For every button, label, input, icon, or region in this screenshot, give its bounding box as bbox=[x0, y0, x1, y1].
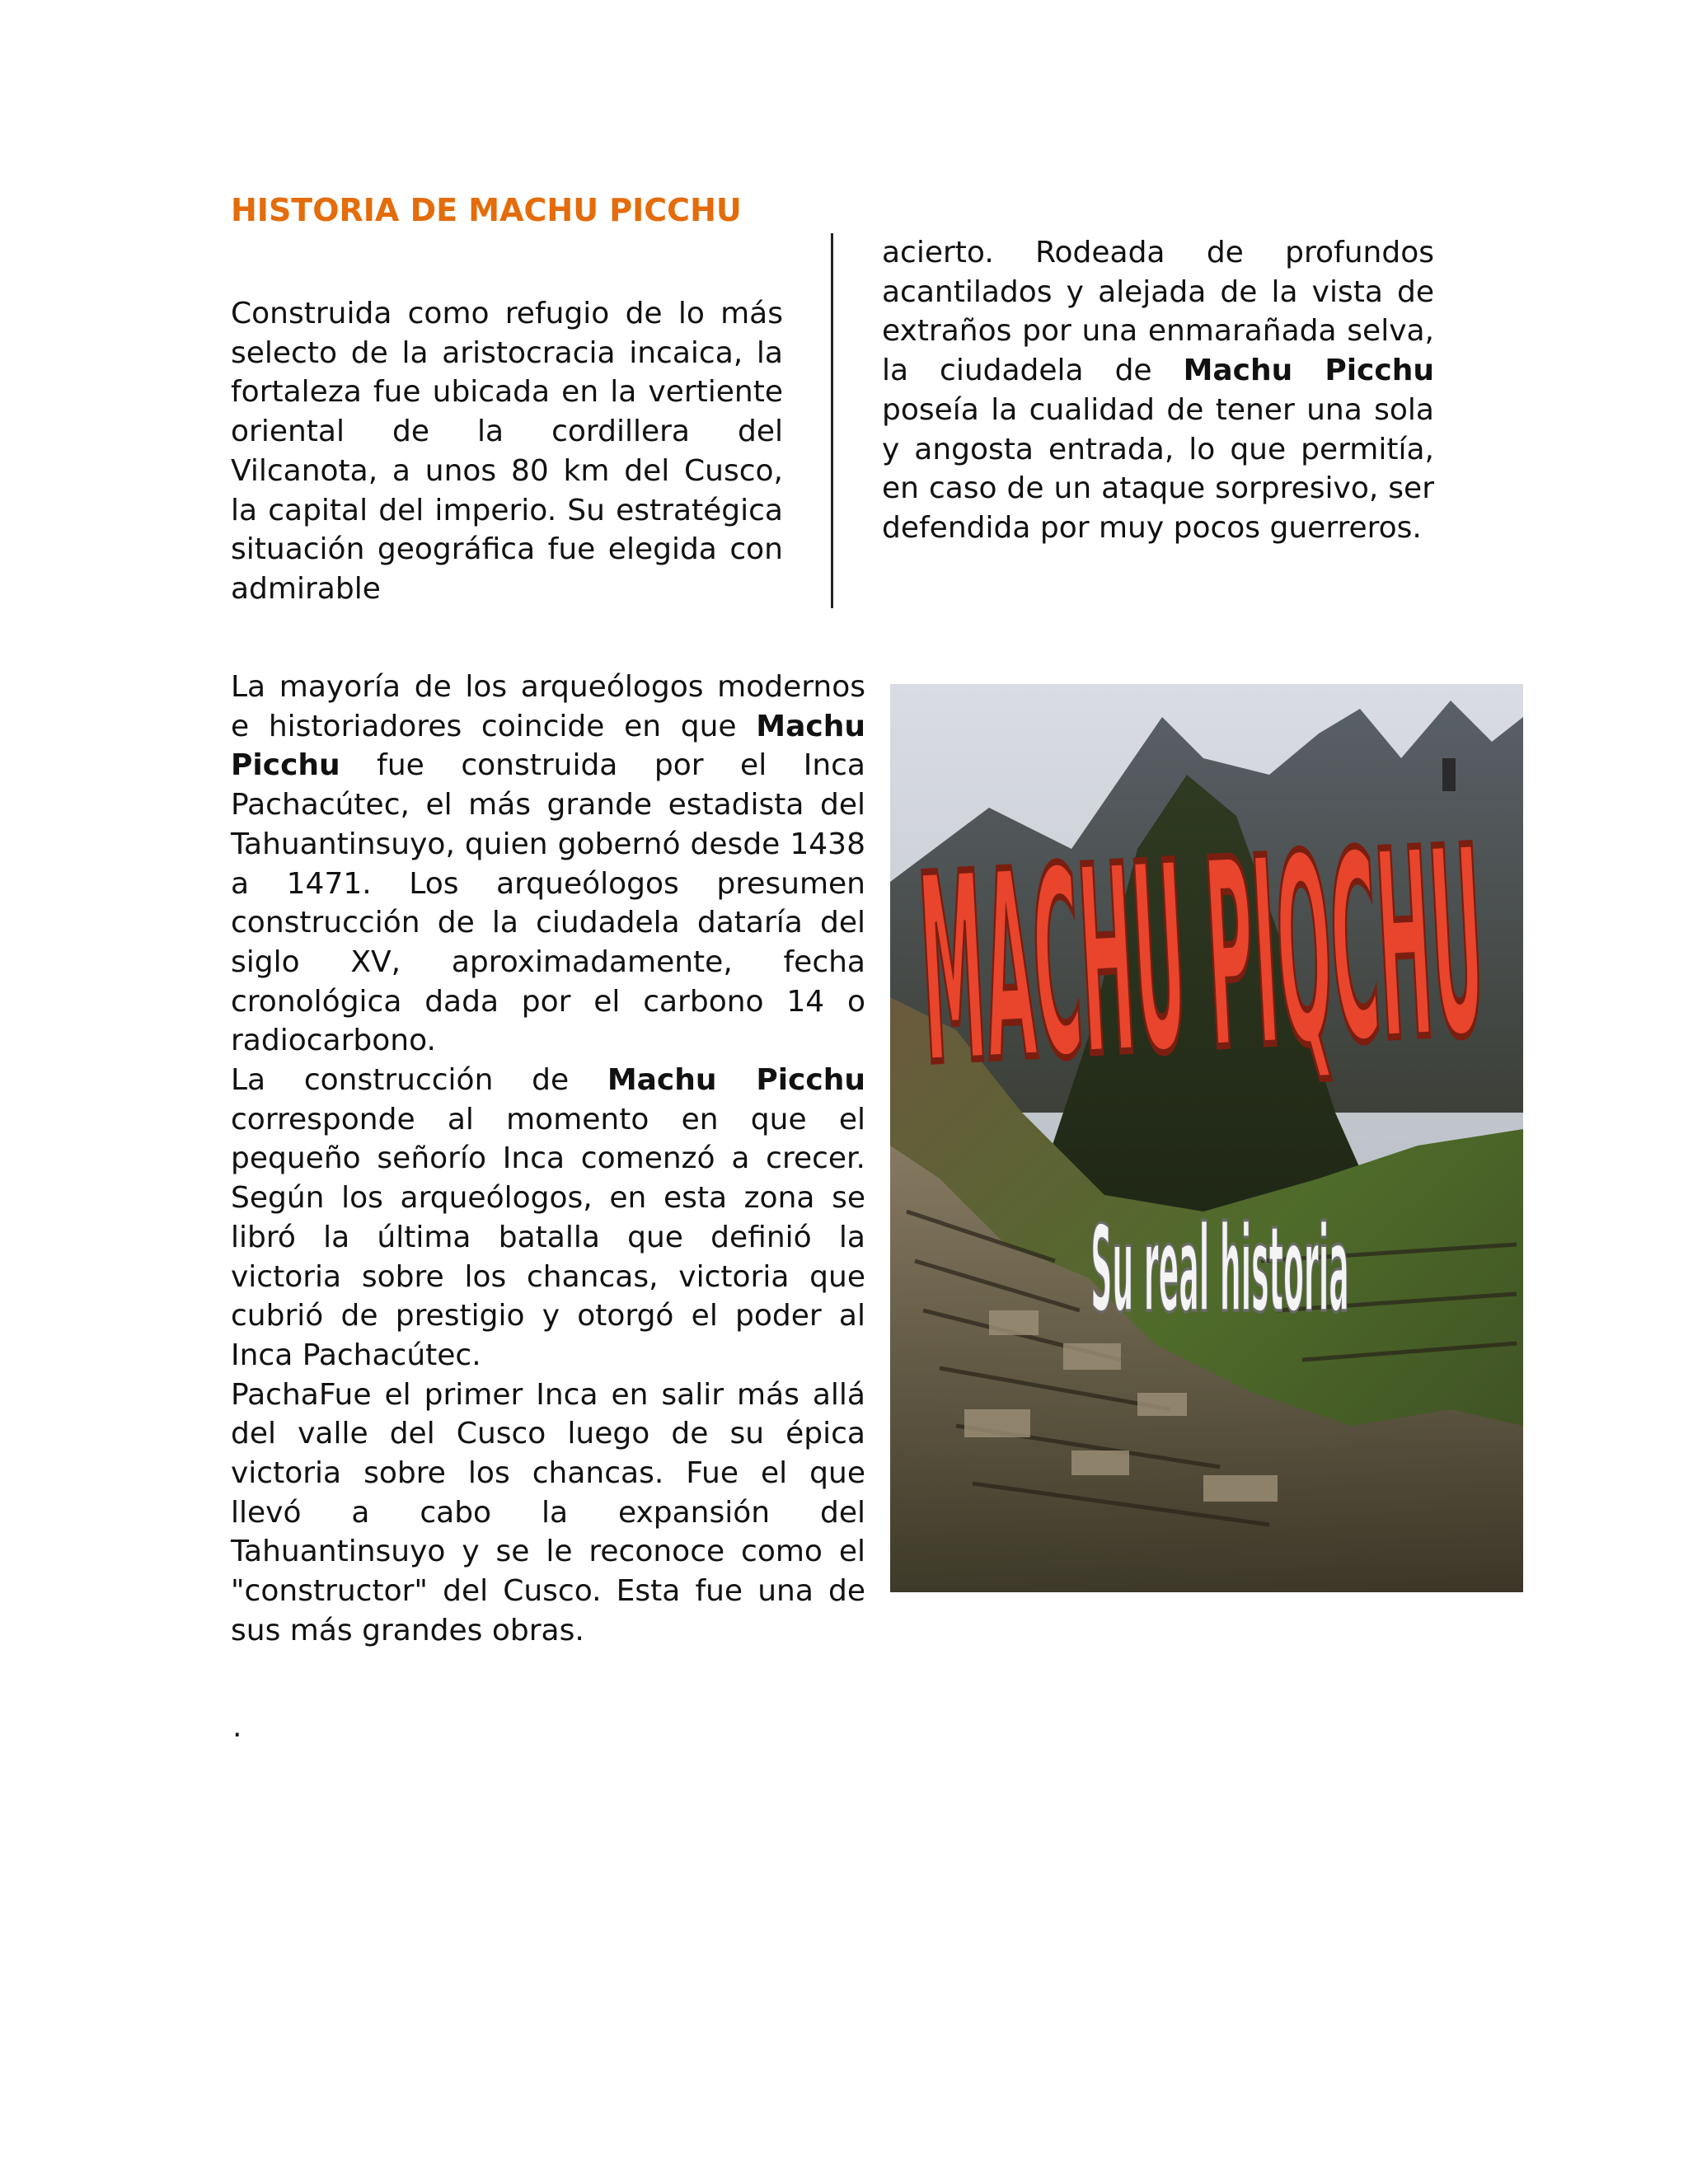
intro-right-text-a: acierto. Rodeada de profundos acantilados y alejada de la vista de extraños por una enmarañada selva, la ciudadela de bbox=[882, 236, 1434, 388]
p2-text-a: La construcción de bbox=[231, 1063, 607, 1098]
intro-column-right bbox=[882, 233, 1434, 548]
p1-text-a: La mayoría de los arqueólogos modernos e historiadores coincide en que bbox=[231, 670, 865, 743]
intro-column-left bbox=[231, 294, 783, 609]
history-paragraph-2 bbox=[231, 1061, 865, 1376]
p1-bold: Machu Picchu bbox=[231, 709, 865, 783]
trailing-dot: . bbox=[232, 1710, 242, 1744]
machu-picchu-image bbox=[890, 684, 1523, 1592]
intro-right-bold: Machu Picchu bbox=[1183, 354, 1434, 388]
history-body bbox=[231, 668, 865, 1651]
image-headline: MACHU PIQCHU bbox=[913, 793, 1470, 1123]
headline-art bbox=[913, 792, 1490, 1123]
p2-text-b: corresponde al momento en que el pequeño señorío Inca comenzó a crecer. Según los arqueólogos, en esta zona se libró la última batalla que definió la victoria sobre los chancas, victoria que cubrió de prestigio y otorgó el poder al Inca Pachacútec. bbox=[231, 1102, 865, 1372]
intro-left-text: Construida como refugio de lo más selecto de la aristocracia incaica, la fortaleza fue ubicada en la vertiente oriental de la cordillera del Vilcanota, a unos 80 km del Cusco, la capital del imperio. Su estratégica situación geográfica fue elegida con admirable bbox=[231, 297, 783, 606]
intro-right-text-b: poseía la cualidad de tener una sola y angosta entrada, lo que permitía, en caso de un ataque sorpresivo, ser defendida por muy pocos guerreros. bbox=[882, 392, 1434, 545]
history-paragraph-1 bbox=[231, 668, 865, 1061]
p1-text-b: fue construida por el Inca Pachacútec, el más grande estadista del Tahuantinsuyo, quien gobernó desde 1438 a 1471. Los arqueólogos presumen construcción de la ciudadela dataría del siglo XV, aproximadamente, fecha cronológica dada por el carbono 14 o radiocarbono. bbox=[231, 748, 865, 1058]
column-divider bbox=[831, 233, 833, 608]
p2-bold: Machu Picchu bbox=[607, 1063, 865, 1098]
page-title: HISTORIA DE MACHU PICCHU bbox=[231, 192, 742, 228]
image-subtitle: Su real historia bbox=[1090, 1201, 1349, 1340]
history-paragraph-3: PachaFue el primer Inca en salir más allá del valle del Cusco luego de su épica victoria sobre los chancas. Fue el que llevó a cabo la expansión del Tahuantinsuyo y se le reconoce como el "constructor" del Cusco. Esta fue una de sus más grandes obras. bbox=[231, 1377, 865, 1647]
